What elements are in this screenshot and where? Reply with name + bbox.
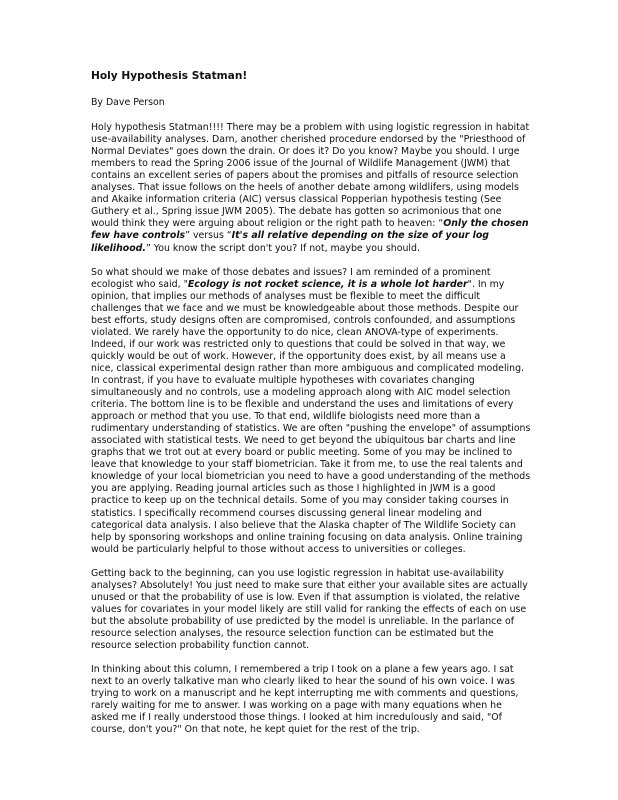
paragraph-2-text-a: So what should we make of those debates and issues? I am reminded of a prominent ecologist who said, " — [91, 266, 491, 290]
article-title: Holy Hypothesis Statman! — [91, 70, 248, 82]
paragraph-3: Getting back to the beginning, can you use logistic regression in habitat use-availability analyses? Absolutely! You just need to make sure that either your available sites are actually unused or that the probability of use is low. Even if that assumption is violated, the relative values for covariates in your model likely are still valid for ranking the effects of each on use but the absolute probability of use predicted by the model is unreliable. In the parlance of resource selection analyses, the resource selection function can be estimated but the resource selection probability function cannot. — [91, 567, 528, 651]
quote-log-likelihood: It's all relative depending on the size of your log likelihood. — [91, 230, 489, 254]
quote-ecology: Ecology is not rocket science, it is a whole lot harder — [187, 278, 468, 290]
author-byline: By Dave Person — [91, 97, 165, 108]
paragraph-1-text-a: Holy hypothesis Statman!!!! There may be a problem with using logistic regression in habitat use-availability analyses. Darn, another cherished procedure endorsed by the "Priesthood of Normal Deviates" goes down the drain. Or does it? Do you know? Maybe you should. I urge members to read the Spring 2006 issue of the Journal of Wildlife Management (JWM) that contains an excellent series of papers about the promises and pitfalls of resource selection analyses. That issue follows on the heels of another debate among wildlifers, using models and Akaike information criteria (AIC) versus classical Popperian hypothesis testing (See Guthery et al., Spring issue JWM 2005). The debate has gotten so acrimonious that one would think they were arguing about religion or the right path to heaven: “ — [91, 122, 530, 230]
paragraph-1-text-b: ” versus “ — [185, 230, 232, 242]
paragraph-4: In thinking about this column, I remembered a trip I took on a plane a few years ago. I sat next to an overly talkative man who clearly liked to hear the sound of his own voice. I was trying to work on a manuscript and he kept interrupting me with comments and questions, rarely waiting for me to answer. I was working on a page with many equations when he asked me if I really understood those things. I looked at him incredulously and said, "Of course, don't you?" On that note, he kept quiet for the rest of the trip. — [91, 664, 519, 736]
document-page — [91, 70, 531, 748]
paragraph-2-text-b: ". In my opinion, that implies our methods of analyses must be flexible to meet the difficult challenges that we face and we must be knowledgeable about those methods. Despite our best efforts, study designs often are compromised, controls confounded, and assumptions violated. We rarely have the opportunity to do nice, clean ANOVA-type of experiments. Indeed, if our work was restricted only to questions that could be solved in that way, we quickly would be out of work. However, if the opportunity does exist, by all means use a nice, classical experimental design rather than more ambiguous and complicated modeling. In contrast, if you have to evaluate multiple hypotheses with covariates changing simultaneously and no controls, use a modeling approach along with AIC model selection criteria. The bottom line is to be flexible and understand the uses and limitations of every approach or method that you use. To that end, wildlife biologists need more than a rudimentary understanding of statistics. We are often "pushing the envelope" of assumptions associated with statistical tests. We need to get beyond the ubiquitous bar charts and line graphs that we trot out at every board or public meeting. Some of you may be inclined to leave that knowledge to your staff biometrician. Take it from me, to use the real talents and knowledge of your local biometrician you need to have a good understanding of the methods you are applying. Reading journal articles such as those I highlighted in JWM is a good practice to keep up on the technical details. Some of you may consider taking courses in statistics. I specifically recommend courses discussing general linear modeling and categorical data analysis. I also believe that the Alaska chapter of The Wildlife Society can help by sponsoring workshops and online training focusing on data analysis. Online training would be particularly helpful to those without access to universities or colleges. — [91, 278, 531, 555]
quote-controls: Only the chosen few have controls — [91, 218, 529, 242]
paragraph-1 — [91, 122, 531, 255]
paragraph-2 — [91, 267, 531, 556]
paragraph-1-text-c: ” You know the script don't you? If not, maybe you should. — [145, 242, 420, 254]
